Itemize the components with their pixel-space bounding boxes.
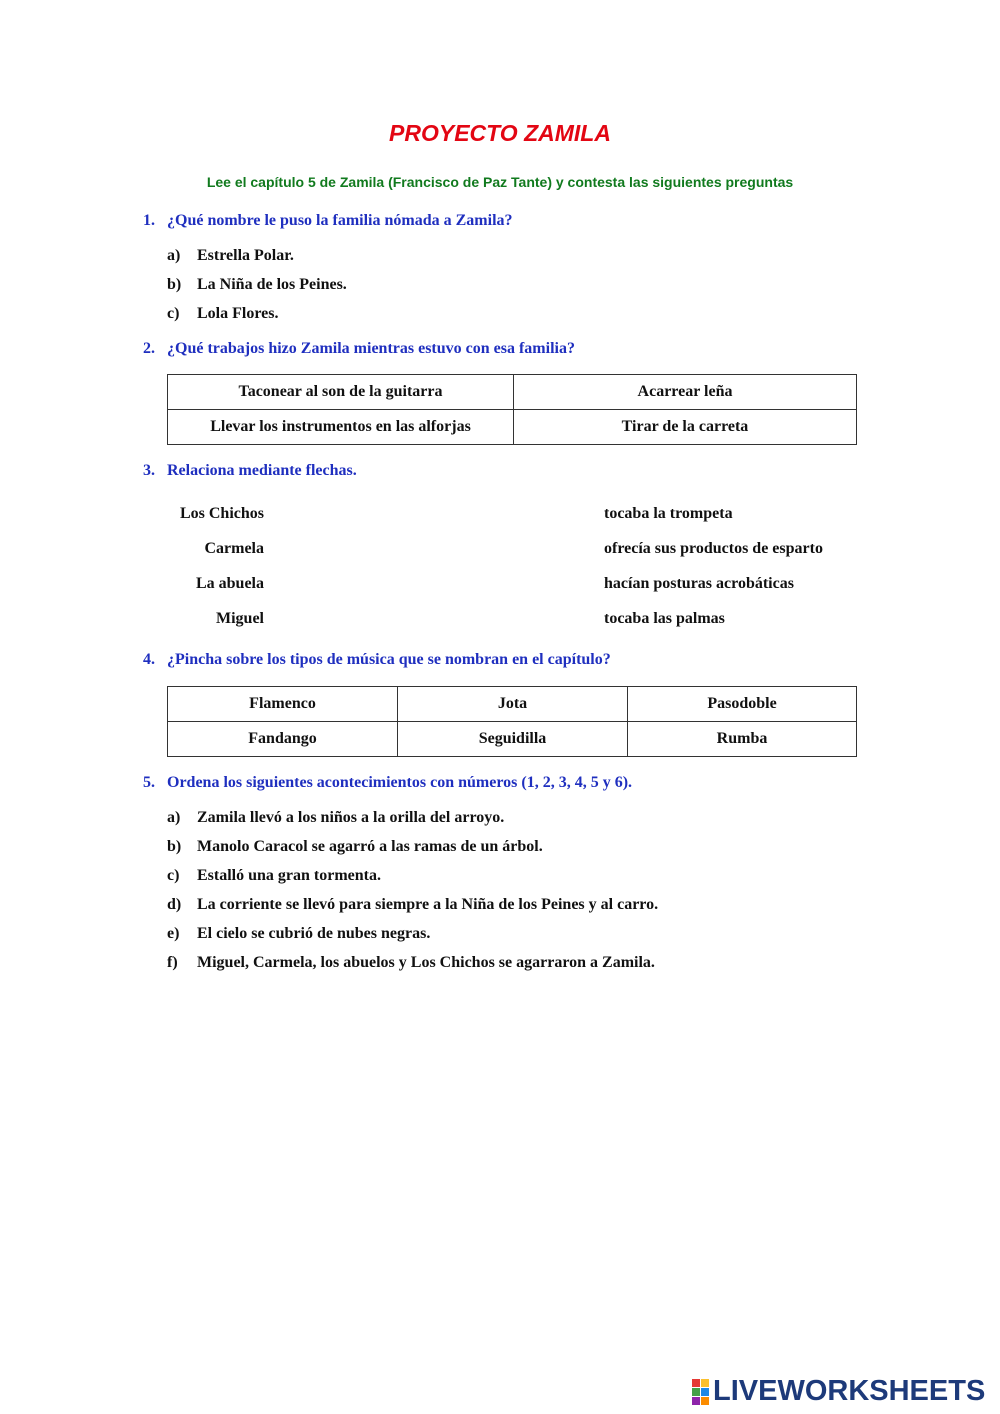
option-letter: e): [167, 925, 180, 942]
option-letter: f): [167, 954, 178, 971]
match-left-item[interactable]: Los Chichos: [179, 505, 264, 522]
option-text: Estalló una gran tormenta.: [197, 867, 381, 884]
option-letter: b): [167, 276, 182, 293]
option-letter: a): [167, 809, 181, 826]
q1-option-a[interactable]: [167, 247, 294, 265]
jobs-table: [167, 374, 857, 445]
match-left-item[interactable]: Miguel: [216, 610, 264, 627]
liveworksheets-logo: [692, 1375, 985, 1408]
option-text: Lola Flores.: [197, 305, 279, 322]
question-number: 3.: [143, 462, 155, 479]
question-2: [143, 340, 575, 358]
match-left-item[interactable]: La abuela: [195, 575, 264, 592]
q5-event-a: [167, 809, 504, 827]
question-text: ¿Qué trabajos hizo Zamila mientras estuvo con esa familia?: [167, 340, 575, 357]
question-text: Ordena los siguientes acontecimientos con números (1, 2, 3, 4, 5 y 6).: [167, 774, 633, 791]
match-right-item[interactable]: hacían posturas acrobáticas: [604, 575, 794, 592]
music-cell[interactable]: Fandango: [168, 722, 398, 757]
question-3: [143, 462, 357, 480]
question-number: 2.: [143, 340, 155, 357]
q5-event-b: [167, 838, 543, 856]
option-letter: c): [167, 867, 180, 884]
instructions: Lee el capítulo 5 de Zamila (Francisco de Paz Tante) y contesta las siguientes preguntas: [206, 174, 794, 190]
match-right-item[interactable]: ofrecía sus productos de esparto: [604, 540, 823, 557]
logo-blocks-icon: [692, 1379, 709, 1405]
question-1: [143, 212, 513, 230]
job-cell[interactable]: Acarrear leña: [514, 375, 857, 410]
logo-block: [692, 1388, 700, 1396]
option-text: El cielo se cubrió de nubes negras.: [197, 925, 431, 942]
match-left-item[interactable]: Carmela: [204, 540, 264, 557]
music-table: [167, 686, 857, 757]
q5-event-d: [167, 896, 658, 914]
q5-event-c: [167, 867, 381, 885]
job-cell[interactable]: Llevar los instrumentos en las alforjas: [168, 410, 514, 445]
logo-block: [701, 1379, 709, 1387]
brand-name: LIVEWORKSHEETS: [713, 1375, 986, 1407]
question-number: 1.: [143, 212, 155, 229]
logo-block: [692, 1379, 700, 1387]
music-cell[interactable]: Jota: [398, 687, 628, 722]
job-cell[interactable]: Tirar de la carreta: [514, 410, 857, 445]
q5-event-f: [167, 954, 655, 972]
question-5: [143, 774, 632, 792]
option-text: Manolo Caracol se agarró a las ramas de un árbol.: [197, 838, 543, 855]
music-cell[interactable]: Seguidilla: [398, 722, 628, 757]
match-right-item[interactable]: tocaba las palmas: [604, 610, 725, 627]
logo-block: [692, 1397, 700, 1405]
option-text: Zamila llevó a los niños a la orilla del arroyo.: [197, 809, 505, 826]
q5-event-e: [167, 925, 430, 943]
music-cell[interactable]: Rumba: [628, 722, 857, 757]
question-text: ¿Qué nombre le puso la familia nómada a Zamila?: [167, 212, 513, 229]
job-cell[interactable]: Taconear al son de la guitarra: [168, 375, 514, 410]
option-text: Miguel, Carmela, los abuelos y Los Chichos se agarraron a Zamila.: [197, 954, 655, 971]
option-letter: b): [167, 838, 182, 855]
logo-block: [701, 1397, 709, 1405]
question-text: Relaciona mediante flechas.: [167, 462, 357, 479]
option-letter: c): [167, 305, 180, 322]
page-title: PROYECTO ZAMILA: [389, 120, 611, 146]
option-letter: d): [167, 896, 182, 913]
option-text: La corriente se llevó para siempre a la Niña de los Peines y al carro.: [197, 896, 659, 913]
question-number: 5.: [143, 774, 155, 791]
question-text: ¿Pincha sobre los tipos de música que se nombran en el capítulo?: [167, 651, 611, 668]
match-right-item[interactable]: tocaba la trompeta: [604, 505, 733, 522]
question-4: [143, 651, 611, 669]
option-letter: a): [167, 247, 181, 264]
logo-block: [701, 1388, 709, 1396]
option-text: Estrella Polar.: [197, 247, 294, 264]
music-cell[interactable]: Flamenco: [168, 687, 398, 722]
option-text: La Niña de los Peines.: [197, 276, 347, 293]
question-number: 4.: [143, 651, 155, 668]
music-cell[interactable]: Pasodoble: [628, 687, 857, 722]
q1-option-c[interactable]: [167, 305, 278, 323]
q1-option-b[interactable]: [167, 276, 347, 294]
